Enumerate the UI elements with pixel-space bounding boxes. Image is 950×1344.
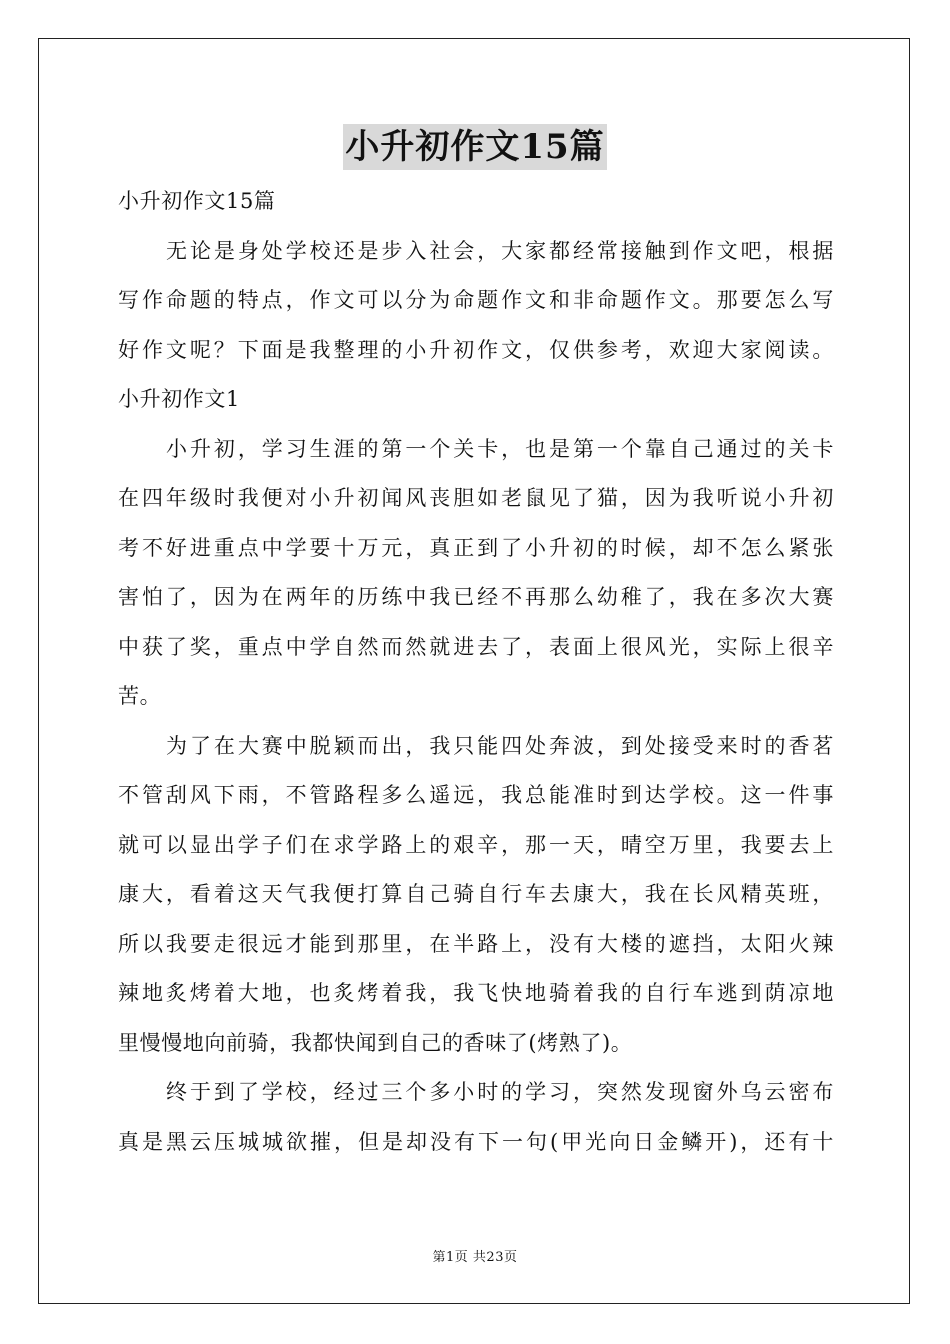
- section-heading: 小升初作文1: [118, 387, 240, 411]
- text-line: 在四年级时我便对小升初闻风丧胆如老鼠见了猫，因为我听说小升初: [118, 486, 834, 510]
- text-line: 不管刮风下雨，不管路程多么遥远，我总能准时到达学校。这一件事: [118, 783, 834, 807]
- text-line: 害怕了，因为在两年的历练中我已经不再那么幼稚了，我在多次大赛: [118, 585, 834, 609]
- text-line: 里慢慢地向前骑，我都快闻到自己的香味了(烤熟了)。: [118, 1030, 633, 1055]
- text-line: 辣地炙烤着大地，也炙烤着我，我飞快地骑着我的自行车逃到荫凉地: [118, 981, 834, 1005]
- text-line: 为了在大赛中脱颖而出，我只能四处奔波，到处接受来时的香茗: [166, 733, 834, 758]
- text-line: 考不好进重点中学要十万元，真正到了小升初的时候，却不怎么紧张: [118, 535, 834, 560]
- text-line: 无论是身处学校还是步入社会，大家都经常接触到作文吧，根据: [166, 238, 834, 263]
- text-line: 真是黑云压城城欲摧，但是却没有下一句(甲光向日金鳞开)，还有十: [118, 1129, 834, 1154]
- page-footer: 第1页 共23页: [432, 1250, 518, 1265]
- document-body: [118, 178, 834, 1168]
- text-line: 小升初，学习生涯的第一个关卡，也是第一个靠自己通过的关卡: [166, 436, 834, 461]
- text-line: 小升初作文15篇: [118, 189, 276, 213]
- text-line: 康大，看着这天气我便打算自己骑自行车去康大，我在长风精英班，: [118, 882, 834, 906]
- text-line: 中获了奖，重点中学自然而然就进去了，表面上很风光，实际上很辛: [118, 634, 834, 659]
- text-line: 就可以显出学子们在求学路上的艰辛，那一天，晴空万里，我要去上: [118, 832, 834, 857]
- text-line: 终于到了学校，经过三个多小时的学习，突然发现窗外乌云密布: [166, 1080, 834, 1104]
- document-title: 小升初作文15篇: [343, 124, 606, 170]
- text-line: 苦。: [118, 684, 162, 708]
- text-line: 好作文呢？下面是我整理的小升初作文，仅供参考，欢迎大家阅读。: [118, 337, 834, 362]
- title-wrap: [0, 124, 950, 170]
- text-line: 所以我要走很远才能到那里，在半路上，没有大楼的遮挡，太阳火辣: [118, 931, 834, 956]
- text-line: 写作命题的特点，作文可以分为命题作文和非命题作文。那要怎么写: [118, 288, 834, 312]
